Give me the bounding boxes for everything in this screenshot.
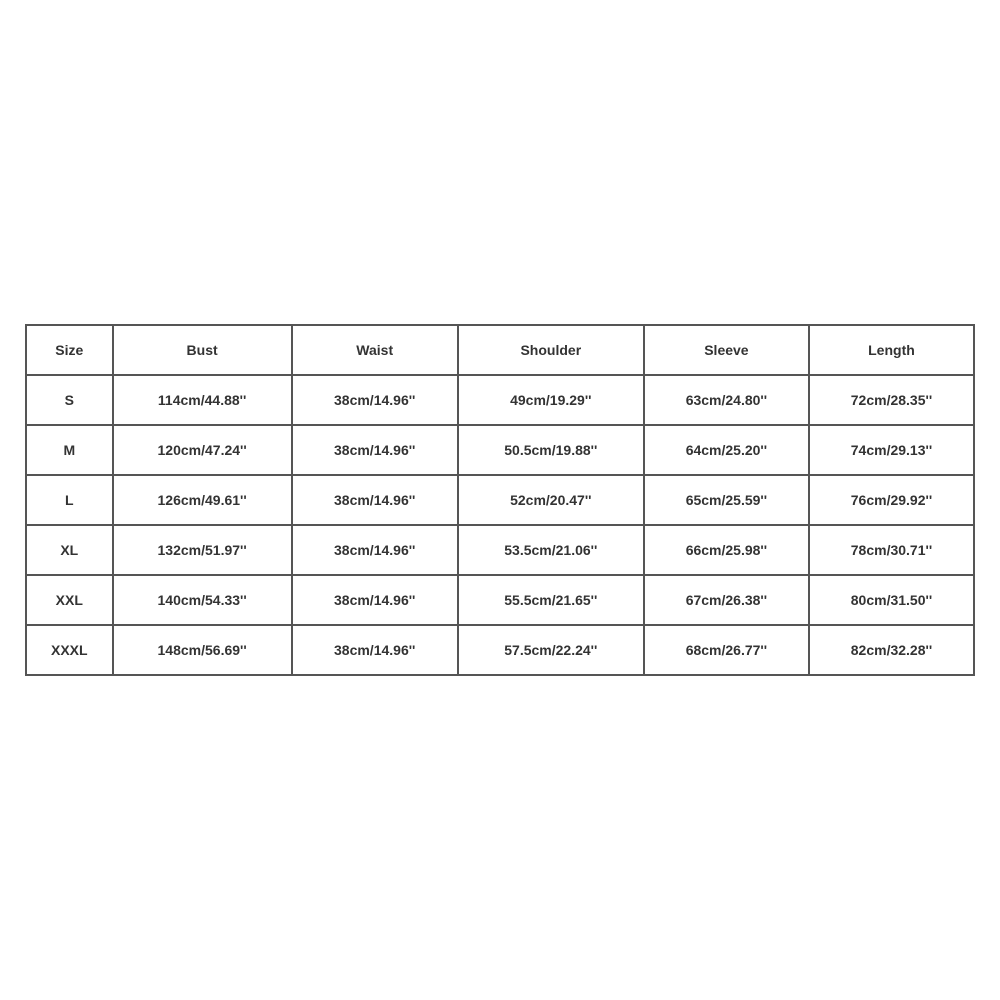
header-size: Size <box>26 325 113 375</box>
cell-bust: 140cm/54.33'' <box>113 575 292 625</box>
table-row <box>26 425 974 475</box>
cell-size: M <box>26 425 113 475</box>
cell-shoulder: 53.5cm/21.06'' <box>458 525 644 575</box>
table-header-row <box>26 325 974 375</box>
cell-length: 76cm/29.92'' <box>809 475 974 525</box>
cell-bust: 114cm/44.88'' <box>113 375 292 425</box>
cell-shoulder: 55.5cm/21.65'' <box>458 575 644 625</box>
cell-sleeve: 68cm/26.77'' <box>644 625 809 675</box>
cell-size: XXL <box>26 575 113 625</box>
cell-shoulder: 57.5cm/22.24'' <box>458 625 644 675</box>
size-chart-table <box>25 324 975 676</box>
table-row <box>26 525 974 575</box>
header-bust: Bust <box>113 325 292 375</box>
cell-bust: 148cm/56.69'' <box>113 625 292 675</box>
cell-waist: 38cm/14.96'' <box>292 625 458 675</box>
table-row <box>26 375 974 425</box>
cell-size: S <box>26 375 113 425</box>
cell-sleeve: 67cm/26.38'' <box>644 575 809 625</box>
cell-sleeve: 65cm/25.59'' <box>644 475 809 525</box>
cell-waist: 38cm/14.96'' <box>292 425 458 475</box>
cell-length: 82cm/32.28'' <box>809 625 974 675</box>
cell-length: 74cm/29.13'' <box>809 425 974 475</box>
cell-length: 72cm/28.35'' <box>809 375 974 425</box>
cell-bust: 132cm/51.97'' <box>113 525 292 575</box>
cell-waist: 38cm/14.96'' <box>292 475 458 525</box>
cell-size: XXXL <box>26 625 113 675</box>
cell-shoulder: 50.5cm/19.88'' <box>458 425 644 475</box>
cell-size: XL <box>26 525 113 575</box>
cell-shoulder: 52cm/20.47'' <box>458 475 644 525</box>
cell-length: 78cm/30.71'' <box>809 525 974 575</box>
header-waist: Waist <box>292 325 458 375</box>
cell-sleeve: 66cm/25.98'' <box>644 525 809 575</box>
cell-waist: 38cm/14.96'' <box>292 375 458 425</box>
header-length: Length <box>809 325 974 375</box>
cell-sleeve: 63cm/24.80'' <box>644 375 809 425</box>
cell-waist: 38cm/14.96'' <box>292 575 458 625</box>
table-row <box>26 625 974 675</box>
header-sleeve: Sleeve <box>644 325 809 375</box>
cell-shoulder: 49cm/19.29'' <box>458 375 644 425</box>
cell-size: L <box>26 475 113 525</box>
cell-sleeve: 64cm/25.20'' <box>644 425 809 475</box>
cell-bust: 126cm/49.61'' <box>113 475 292 525</box>
cell-waist: 38cm/14.96'' <box>292 525 458 575</box>
table-row <box>26 475 974 525</box>
cell-length: 80cm/31.50'' <box>809 575 974 625</box>
header-shoulder: Shoulder <box>458 325 644 375</box>
table-row <box>26 575 974 625</box>
cell-bust: 120cm/47.24'' <box>113 425 292 475</box>
